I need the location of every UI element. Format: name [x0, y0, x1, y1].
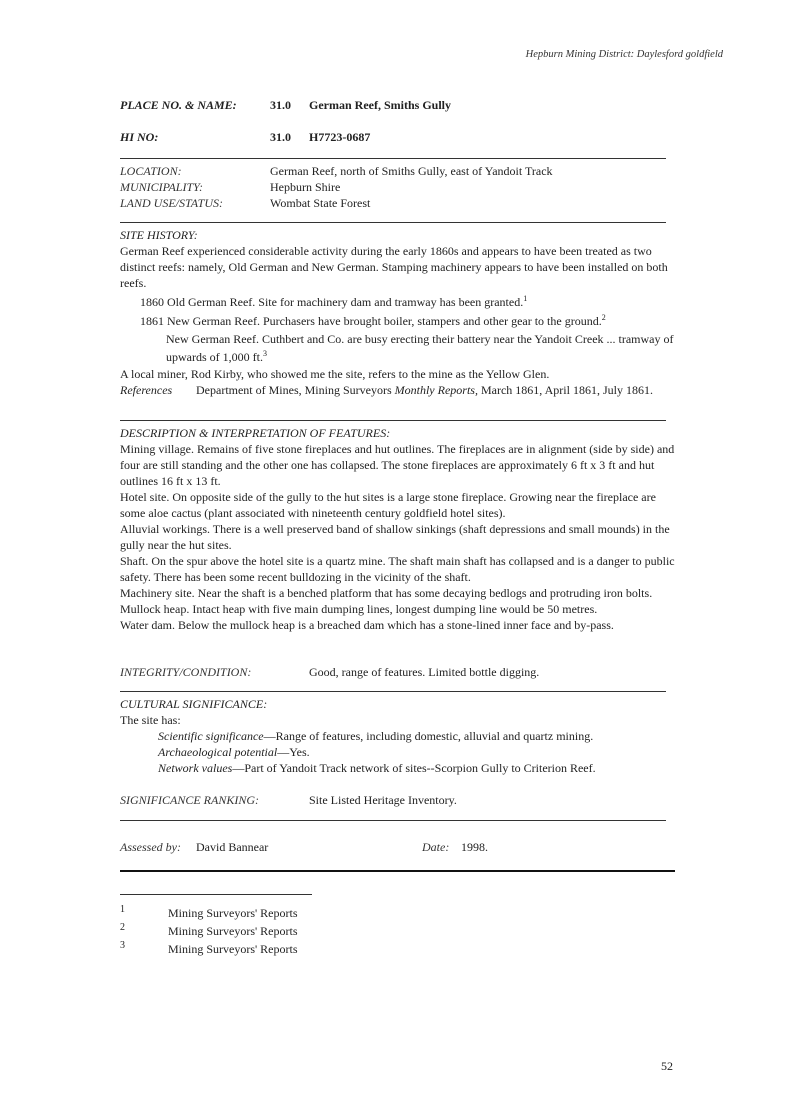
significance-item: Archaeological potential—Yes. [158, 745, 310, 759]
description-paragraph: Mining village. Remains of five stone fireplaces and hut outlines. The fireplaces are in alignment (side by side) and four are still standing and the other one has collapsed. The stone fireplaces are approximately 6 ft x 3 ft and hut outlines 16 ft x 13 ft. [120, 442, 675, 488]
site-history-heading: SITE HISTORY: [120, 228, 198, 242]
local-miner-note: A local miner, Rod Kirby, who showed me the site, refers to the mine as the Yellow Glen. [120, 367, 550, 381]
landuse-value: Wombat State Forest [270, 196, 371, 210]
document-page: Hepburn Mining District: Daylesford goldfield PLACE NO. & NAME: 31.0 German Reef, Smiths Gully HI NO: 31.0 H7723-0687 LOCATION: German Reef, north of Smiths Gully, east of Yandoit Track MUNICIPALITY: Hepburn Shire LAND USE/STATUS: Wombat State Forest SITE HISTORY: German Reef experienced considerable activity during the early 1860s and appears to have been treated as two distinct reefs: namely, Old German and New German. Stamping machinery appears to have been installed on both reefs. 1860 Old German Reef. Site for machinery dam and tramway has been granted.$^1$ 1861 New German Reef. Purchasers have brought boiler, stampers and other gear to the ground.$^2$ New German Reef. Cuthbert and Co. are busy erecting their battery near the Yandoit Creek ... tramway of upwards of 1,000 ft.$^3$ A local miner, Rod Kirby, who showed me the site, refers to the mine as the Yellow Glen. References Department of Mines, Mining Surveyors Monthly Reports, March 1861, April 1861, July 1861. DESCRIPTION & INTERPRETATION OF FEATURES: Mining village. Remains of five stone fireplaces and hut outlines. The fireplaces are in alignment (side by side) and four are still standing and the other one has collapsed. The stone fireplaces are approximately 6 ft x 3 ft and hut outlines 16 ft x 13 ft. Hotel site. On opposite side of the gully to the hut sites is a large stone fireplace. Growing near the fireplace are some aloe cactus (plant associated with nineteenth century goldfield hotel sites). Alluvial workings. There is a well preserved band of shallow sinkings (shaft depressions and small mounds) in the gully near the hut sites. Shaft. On the spur above the hotel site is a quartz mine. The shaft main shaft has collapsed and is a danger to public safety. There has been some recent bulldozing in the vicinity of the shaft. Machinery site. Near the shaft is a benched platform that has some decaying bedlogs and protruding iron bolts. Mullock heap. Intact heap with five main dumping lines, longest dumping line would be 50 metres. Water dam. Below the mullock heap is a breached dam which has a stone-lined inner face and by-pass. INTEGRITY/CONDITION: Good, range of features. Limited bottle digging. CULTURAL SIGNIFICANCE: The site has: Scientific significance—Range of features, including domestic, alluvial and quartz mining. Archaeological potential—Yes. Network values—Part of Yandoit Track network of sites--Scorpion Gully to Criterion Reef. SIGNIFICANCE RANKING: Site Listed Heritage Inventory. Assessed by: David Bannear Date: 1998. 1 Mining Surveyors' Reports 2 Mining Surveyors' Reports 3 Mining Surveyors' Reports 52 [120, 49, 723, 1073]
assessed-by-value: David Bannear [196, 840, 269, 854]
hi-label: HI NO: [120, 130, 159, 144]
history-entry: 1860 Old German Reef. Site for machinery dam and tramway has been granted.$^1$ [140, 294, 528, 309]
place-name: German Reef, Smiths Gully [309, 98, 451, 112]
footnote-ref: 1 [523, 294, 528, 303]
running-header: Hepburn Mining District: Daylesford goldfield [525, 49, 723, 60]
description-paragraph: Shaft. On the spur above the hotel site is a quartz mine. The shaft main shaft has collapsed and is a danger to public safety. There has been some recent bulldozing in the vicinity of the shaft. [120, 554, 675, 584]
site-history-section [120, 227, 676, 398]
date-label: Date: [422, 840, 450, 854]
references-text: Department of Mines, Mining Surveyors Monthly Reports, March 1861, April 1861, July 1861. [196, 383, 653, 397]
description-paragraph: Hotel site. On opposite side of the gully to the hut sites is a large stone fireplace. Growing near the fireplace are some aloe cactus (plant associated with nineteenth century goldfield hotel sites). [120, 490, 656, 520]
history-entry: New German Reef. Cuthbert and Co. are busy erecting their battery near the Yandoit Creek ... tramway of upwards of 1,000 ft.$^3$ [166, 332, 674, 364]
history-entry: 1861 New German Reef. Purchasers have brought boiler, stampers and other gear to the ground.$^2$ [140, 313, 606, 328]
description-paragraph: Machinery site. Near the shaft is a benched platform that has some decaying bedlogs and protruding iron bolts. [120, 586, 653, 600]
significance-item: Scientific significance—Range of features, including domestic, alluvial and quartz mining. [158, 729, 594, 743]
cultural-section [120, 696, 676, 776]
description-paragraph: Mullock heap. Intact heap with five main dumping lines, longest dumping line would be 50 metres. [120, 602, 598, 616]
place-label: PLACE NO. & NAME: [120, 98, 237, 112]
divider [120, 158, 666, 159]
description-heading: DESCRIPTION & INTERPRETATION OF FEATURES: [120, 426, 391, 440]
date-value: 1998. [461, 840, 488, 854]
site-history-intro: German Reef experienced considerable activity during the early 1860s and appears to have been treated as two distinct reefs: namely, Old German and New German. Stamping machinery appears to have been installed on both reefs. [120, 244, 668, 290]
assessed-by-label: Assessed by: [120, 840, 181, 854]
place-number: 31.0 [270, 98, 291, 112]
integrity-label: INTEGRITY/CONDITION: [120, 665, 252, 679]
divider [120, 222, 666, 223]
divider [120, 420, 666, 421]
significance-item: Network values—Part of Yandoit Track network of sites--Scorpion Gully to Criterion Reef. [158, 761, 596, 775]
divider [120, 820, 666, 821]
description-section [120, 425, 676, 633]
section-end-rule [120, 870, 675, 872]
references-row [120, 382, 676, 398]
landuse-label: LAND USE/STATUS: [120, 196, 224, 210]
integrity-value: Good, range of features. Limited bottle digging. [309, 665, 540, 679]
location-value: German Reef, north of Smiths Gully, east of Yandoit Track [270, 164, 553, 178]
footnote-ref: 3 [262, 349, 267, 358]
ranking-value: Site Listed Heritage Inventory. [309, 793, 457, 807]
hi-number: 31.0 [270, 130, 291, 144]
footnote-rule [120, 894, 312, 895]
cultural-heading: CULTURAL SIGNIFICANCE: [120, 697, 268, 711]
page-number: 52 [661, 1059, 673, 1073]
references-label: References [120, 383, 173, 397]
municipality-value: Hepburn Shire [270, 180, 341, 194]
description-paragraph: Water dam. Below the mullock heap is a breached dam which has a stone-lined inner face and by-pass. [120, 618, 614, 632]
divider [120, 691, 666, 692]
cultural-intro: The site has: [120, 713, 181, 727]
description-paragraph: Alluvial workings. There is a well preserved band of shallow sinkings (shaft depressions and small mounds) in the gully near the hut sites. [120, 522, 670, 552]
footnote-ref: 2 [601, 313, 606, 322]
ranking-label: SIGNIFICANCE RANKING: [120, 793, 259, 807]
municipality-label: MUNICIPALITY: [120, 180, 204, 194]
location-label: LOCATION: [120, 164, 182, 178]
hi-code: H7723-0687 [309, 130, 371, 144]
